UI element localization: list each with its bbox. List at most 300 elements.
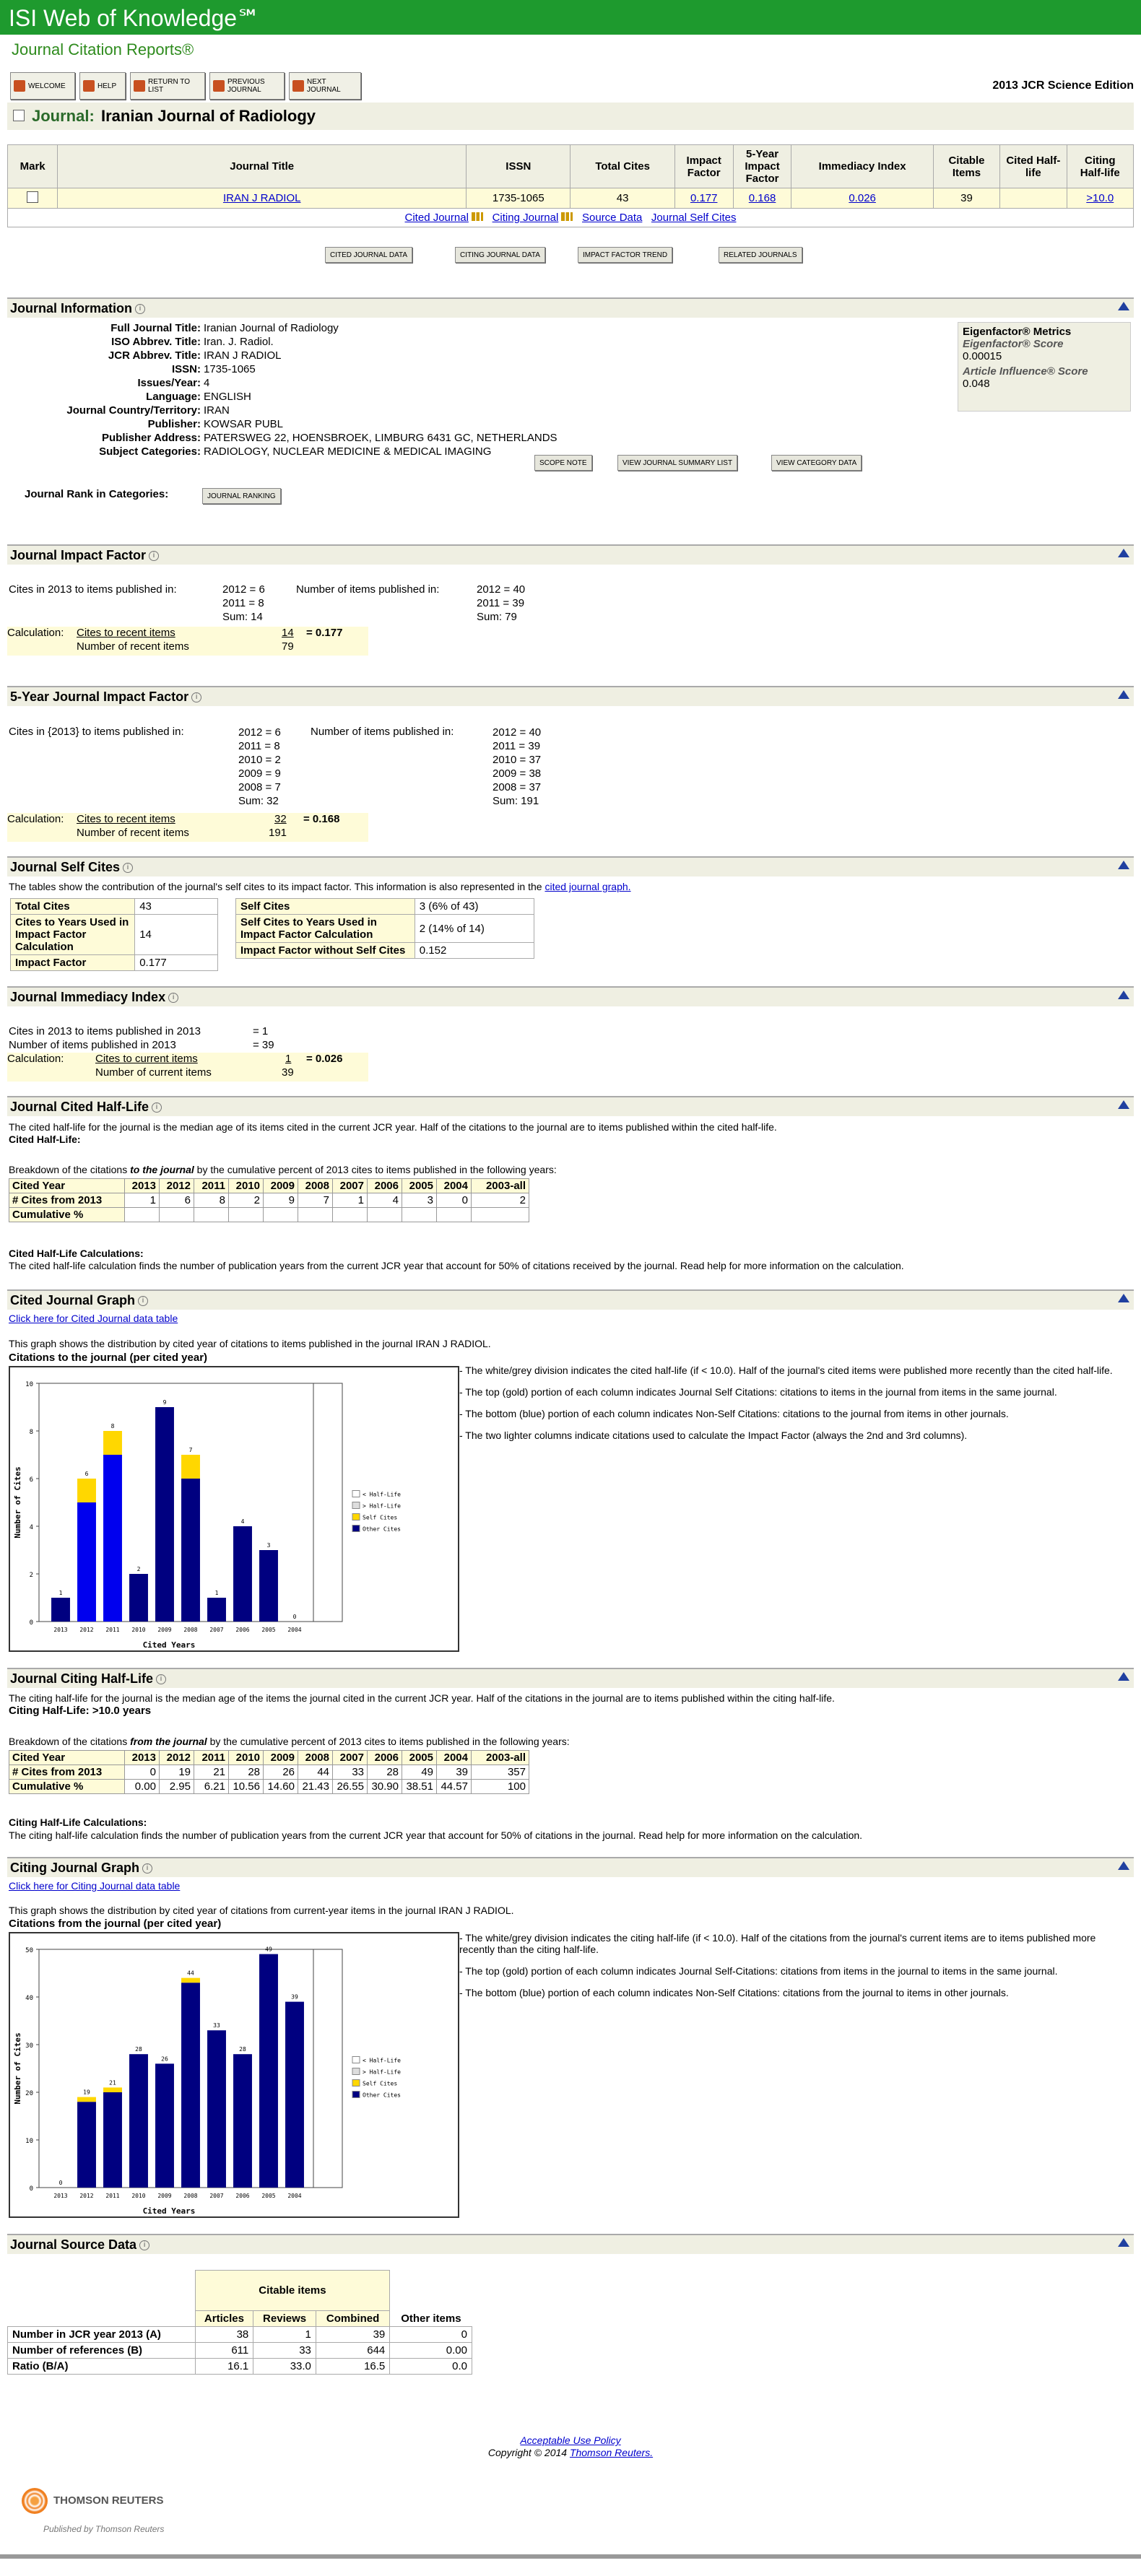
table-row — [9, 1208, 529, 1222]
journal-bar-name: Iranian Journal of Radiology — [101, 107, 316, 125]
row-value: 43 — [135, 899, 218, 915]
info-value: 4 — [204, 377, 210, 389]
table-cell: 28 — [229, 1765, 264, 1780]
x-tick-label: 2004 — [287, 1627, 302, 1633]
ai-label: Article Influence® Score — [963, 365, 1088, 378]
graph-note: - The white/grey division indicates the cited half-life (if < 10.0). Half of the journal's cited items were published more recently than the cited half-life. — [459, 1365, 1113, 1376]
table-cell: 7 — [298, 1193, 333, 1208]
bar-other-cites — [155, 2063, 174, 2188]
footer-copyright: Copyright © 2014 Thomson Reuters. — [487, 2447, 654, 2458]
info-icon[interactable]: i — [168, 993, 178, 1003]
legend-swatch — [352, 2057, 360, 2063]
impact-factor-link[interactable]: 0.177 — [690, 192, 718, 204]
journal-icon — [13, 110, 25, 121]
table-cell: 2010 — [229, 1751, 264, 1765]
table-cell — [437, 1208, 472, 1222]
table-cell: 2011 — [194, 1751, 229, 1765]
info-value: IRAN J RADIOL — [204, 349, 282, 362]
arrow-up-icon[interactable] — [1118, 549, 1129, 557]
bar-self-cites — [77, 1479, 96, 1502]
self-cites-table-1 — [10, 898, 218, 971]
total-cites-cell: 43 — [570, 188, 674, 209]
arrow-up-icon[interactable] — [1118, 302, 1129, 310]
y-tick-label: 0 — [29, 1619, 33, 1627]
table-row — [236, 915, 534, 943]
mark-checkbox[interactable] — [27, 191, 38, 203]
table-cell: 2008 — [298, 1751, 333, 1765]
legend-label: Self Cites — [363, 1514, 398, 1521]
citing-hl-breakdown: Breakdown of the citations from the journal by the cumulative percent of 2013 cites to items published in the following years: — [9, 1736, 570, 1747]
blank-cell — [8, 2311, 196, 2327]
x-tick-label: 2006 — [235, 2193, 250, 2199]
cited-graph-link[interactable]: cited journal graph. — [545, 881, 631, 892]
previous-journal-button[interactable]: PREVIOUS JOURNAL — [209, 72, 285, 100]
arrow-up-icon[interactable] — [1118, 1294, 1129, 1302]
ai-score: 0.048 — [963, 378, 990, 390]
table-row — [11, 915, 218, 955]
citing-chart — [9, 1932, 459, 2218]
source-data-link[interactable]: Source Data — [582, 212, 643, 224]
if-c2011: 2011 = 8 — [222, 597, 264, 609]
column-header: Combined — [316, 2311, 389, 2327]
if-c2012: 2012 = 6 — [222, 583, 265, 596]
table-cell: Number in JCR year 2013 (A) — [8, 2327, 196, 2343]
y-tick-label: 10 — [25, 2138, 33, 2145]
bar-other-cites — [155, 1407, 174, 1622]
table-cell — [402, 1208, 437, 1222]
bar-data-label: 49 — [265, 1946, 272, 1953]
imm-cites-current: Cites to current items — [95, 1053, 198, 1065]
citing-data-table-link[interactable]: Click here for Citing Journal data table — [9, 1880, 181, 1892]
col-citable: Citable Items — [933, 145, 999, 188]
citing-hl-calc-title: Citing Half-Life Calculations: — [9, 1816, 147, 1828]
footer-policy — [0, 2434, 1141, 2446]
legend-swatch — [352, 2080, 360, 2087]
table-cell: 2013 — [125, 1179, 160, 1193]
blank-cell — [390, 2271, 472, 2311]
col-citing-hl: Citing Half-life — [1067, 145, 1133, 188]
if-items-label: Number of items published in: — [296, 583, 440, 596]
x-tick-label: 2013 — [53, 2193, 68, 2199]
info-value: 1735-1065 — [204, 363, 256, 375]
info-icon[interactable]: i — [142, 1863, 152, 1874]
info-label: Issues/Year: — [137, 377, 201, 389]
if-cites-recent: Cites to recent items — [77, 627, 175, 639]
row-value: 0.177 — [135, 955, 218, 971]
table-cell: 2011 — [194, 1179, 229, 1193]
bar-data-label: 6 — [84, 1471, 89, 1477]
table-cell: 2.95 — [160, 1780, 194, 1794]
arrow-up-icon[interactable] — [1118, 1861, 1129, 1870]
info-icon[interactable]: i — [139, 2240, 149, 2250]
legend-label: < Half-Life — [363, 2057, 401, 2064]
list-item: Sum: 32 — [238, 795, 279, 807]
table-row — [9, 1751, 529, 1765]
view-journal-summary-button[interactable]: VIEW JOURNAL SUMMARY LIST — [617, 455, 737, 471]
cited-chart-title: Citations to the journal (per cited year) — [9, 1352, 208, 1364]
graph-note: - The top (gold) portion of each column indicates Journal Self-Citations: citations from items in the journal to items in the same journal. — [459, 1965, 1058, 1977]
table-cell: 0 — [390, 2327, 472, 2343]
edition-label: 2013 JCR Science Edition — [992, 79, 1134, 92]
journal-title-link[interactable]: IRAN J RADIOL — [222, 192, 301, 204]
chart-icon — [561, 212, 573, 221]
table-row — [9, 1765, 529, 1780]
bar-data-label: 33 — [213, 2022, 220, 2029]
journal-info-header: Journal Information i — [7, 297, 1134, 318]
x-tick-label: 2007 — [209, 1627, 224, 1633]
info-label: JCR Abbrev. Title: — [108, 349, 201, 362]
table-row — [9, 1780, 529, 1794]
view-category-data-button[interactable]: VIEW CATEGORY DATA — [771, 455, 862, 471]
table-cell: 16.1 — [195, 2359, 253, 2375]
table-cell: 2012 — [160, 1179, 194, 1193]
if-csum: Sum: 14 — [222, 611, 263, 623]
row-label: Cites to Years Used in Impact Factor Calculation — [11, 915, 135, 955]
table-cell: 0 — [437, 1193, 472, 1208]
y-tick-label: 2 — [29, 1572, 33, 1579]
y-tick-label: 8 — [29, 1429, 33, 1436]
cited-hl-label: Cited Half-Life: — [9, 1133, 81, 1145]
column-header: Articles — [195, 2311, 253, 2327]
table-cell: 44.57 — [437, 1780, 472, 1794]
bar-self-cites — [77, 2097, 96, 2102]
imm-calc-label: Calculation: — [7, 1053, 64, 1065]
col-issn: ISSN — [467, 145, 570, 188]
table-cell: 44 — [298, 1765, 333, 1780]
bar-other-cites — [207, 2030, 226, 2188]
legend-swatch — [352, 1526, 360, 1532]
thomson-reuters-logo-text: THOMSON REUTERS — [53, 2494, 164, 2507]
x-tick-label: 2008 — [183, 1627, 198, 1633]
legend-swatch — [352, 2068, 360, 2075]
x-tick-label: 2010 — [131, 2193, 146, 2199]
table-cell: 2007 — [333, 1751, 368, 1765]
x-tick-label: 2005 — [261, 1627, 276, 1633]
imm-result: = 0.026 — [306, 1053, 343, 1065]
immediacy-header: Journal Immediacy Index i — [7, 986, 1134, 1006]
info-icon[interactable]: i — [191, 692, 201, 702]
table-row — [8, 2359, 472, 2375]
if-num-recent: Number of recent items — [77, 640, 189, 653]
graph-note: - The bottom (blue) portion of each column indicates Non-Self Citations: citations from the journal to items in other journals. — [459, 1987, 1009, 1998]
arrow-up-icon[interactable] — [1118, 1100, 1129, 1109]
table-cell: # Cites from 2013 — [9, 1193, 125, 1208]
table-row — [8, 2343, 472, 2359]
citing-chart-svg — [10, 1933, 458, 2216]
list-item: 2009 = 9 — [238, 767, 281, 780]
cited-hl-desc: The cited half-life for the journal is the median age of its items cited in the current JCR year. Half of the citations to the journal are to items published within the cited half-life. — [9, 1121, 777, 1133]
row-label: Self Cites — [236, 899, 415, 915]
bar-other-cites — [51, 1598, 70, 1622]
y-tick-label: 6 — [29, 1476, 33, 1484]
citing-journal-link[interactable]: Citing Journal — [492, 212, 559, 224]
table-cell: Cumulative % — [9, 1780, 125, 1794]
cited-hl-calc-title: Cited Half-Life Calculations: — [9, 1248, 144, 1259]
imm-l2: Number of items published in 2013 — [9, 1039, 176, 1051]
row-label: Impact Factor — [11, 955, 135, 971]
journal-ranking-button[interactable]: JOURNAL RANKING — [202, 488, 281, 504]
citing-hl-label: Citing Half-Life: >10.0 years — [9, 1705, 152, 1717]
bar-other-cites — [77, 2102, 96, 2188]
cited-hl-cell — [1000, 188, 1067, 209]
col-total-cites: Total Cites — [570, 145, 674, 188]
bar-other-cites — [285, 2002, 304, 2188]
bar-data-label: 39 — [291, 1993, 298, 2001]
legend-label: Other Cites — [363, 2092, 401, 2099]
table-cell — [160, 1208, 194, 1222]
app-title: ISI Web of Knowledge℠ — [9, 5, 261, 31]
table-cell: 3 — [402, 1193, 437, 1208]
list-item: 2012 = 6 — [238, 726, 281, 739]
table-cell: 2013 — [125, 1751, 160, 1765]
x-tick-label: 2004 — [287, 2193, 302, 2199]
bar-other-cites — [103, 1455, 122, 1622]
info-value: KOWSAR PUBL — [204, 418, 284, 430]
citing-hl-link[interactable]: >10.0 — [1086, 192, 1114, 204]
cited-data-table-link[interactable]: Click here for Cited Journal data table — [9, 1313, 178, 1324]
table-cell: 2004 — [437, 1751, 472, 1765]
cited-hl-breakdown: Breakdown of the citations to the journal by the cumulative percent of 2013 cites to items published in the following years: — [9, 1164, 557, 1175]
citing-chart-title: Citations from the journal (per cited year) — [9, 1918, 222, 1930]
table-cell — [298, 1208, 333, 1222]
next-journal-button[interactable]: NEXT JOURNAL — [289, 72, 361, 100]
bar-data-label: 1 — [58, 1590, 63, 1596]
acceptable-use-link[interactable]: Acceptable Use Policy — [520, 2434, 621, 2446]
col-title: Journal Title — [58, 145, 467, 188]
table-cell: 33.0 — [253, 2359, 316, 2375]
5yr-cites-recent: Cites to recent items — [77, 813, 175, 825]
source-data-header: Journal Source Data i — [7, 2234, 1134, 2254]
table-row — [11, 899, 218, 915]
bar-self-cites — [103, 1431, 122, 1455]
table-cell: 26.55 — [333, 1780, 368, 1794]
table-cell: 0 — [125, 1765, 160, 1780]
table-cell: 0.00 — [125, 1780, 160, 1794]
return-to-list-button[interactable]: RETURN TO LIST — [130, 72, 205, 100]
table-cell: Cumulative % — [9, 1208, 125, 1222]
immediacy-link[interactable]: 0.026 — [849, 192, 876, 204]
impact-factor-trend-button[interactable]: IMPACT FACTOR TREND — [578, 247, 672, 263]
journal-bar — [7, 103, 1134, 130]
table-cell — [368, 1208, 402, 1222]
bar-data-label: 26 — [161, 2055, 168, 2063]
imm-num1: 1 — [285, 1053, 292, 1065]
bar-data-label: 0 — [292, 1614, 297, 1620]
list-item: 2008 = 37 — [493, 781, 542, 793]
citing-graph-desc: This graph shows the distribution by cited year of citations from current-year items in the journal IRAN J RADIOL. — [9, 1905, 514, 1916]
table-cell: 2003-all — [472, 1751, 529, 1765]
info-value: IRAN — [204, 404, 230, 417]
citable-items-header: Citable items — [195, 2271, 390, 2311]
table-cell — [264, 1208, 298, 1222]
citing-graph-header: Citing Journal Graph i — [7, 1857, 1134, 1877]
table-cell: 2005 — [402, 1751, 437, 1765]
table-header-row — [8, 2311, 472, 2327]
if-num1: 14 — [282, 627, 294, 639]
5yr-calc-label: Calculation: — [7, 813, 64, 825]
bar-data-label: 3 — [266, 1542, 271, 1549]
imm-calc-box — [7, 1053, 368, 1082]
help-icon — [83, 80, 95, 92]
y-tick-label: 20 — [25, 2090, 33, 2097]
citing-hl-table — [9, 1750, 529, 1794]
if-result: = 0.177 — [306, 627, 343, 639]
table-row — [9, 1193, 529, 1208]
y-axis-label: Number of Cites — [13, 1466, 22, 1539]
table-cell: 30.90 — [368, 1780, 402, 1794]
citing-journal-data-button[interactable]: CITING JOURNAL DATA — [455, 247, 545, 263]
chart-icon — [472, 212, 483, 221]
row-label: Total Cites — [11, 899, 135, 915]
welcome-button[interactable]: WELCOME — [10, 72, 75, 100]
y-tick-label: 30 — [25, 2042, 33, 2050]
bar-data-label: 7 — [188, 1447, 193, 1453]
if-n2012: 2012 = 40 — [477, 583, 526, 596]
table-row — [8, 2327, 472, 2343]
table-cell: 1 — [253, 2327, 316, 2343]
imm-num-current: Number of current items — [95, 1066, 212, 1079]
scope-note-button[interactable]: SCOPE NOTE — [534, 455, 592, 471]
imm-num2: 39 — [282, 1066, 294, 1079]
table-cell: Number of references (B) — [8, 2343, 196, 2359]
list-item: Sum: 191 — [493, 795, 539, 807]
table-cell: 21 — [194, 1765, 229, 1780]
table-row — [236, 943, 534, 959]
x-tick-label: 2011 — [105, 1627, 120, 1633]
bar-data-label: 4 — [240, 1518, 245, 1525]
info-icon[interactable]: i — [149, 551, 159, 561]
cited-hl-table — [9, 1178, 529, 1222]
info-icon[interactable]: i — [152, 1102, 162, 1113]
table-cell: 38.51 — [402, 1780, 437, 1794]
if-calc-label: Calculation: — [7, 627, 64, 639]
row-label: Impact Factor without Self Cites — [236, 943, 415, 959]
table-cell: 26 — [264, 1765, 298, 1780]
cited-graph-header: Cited Journal Graph i — [7, 1289, 1134, 1310]
x-tick-label: 2005 — [261, 2193, 276, 2199]
table-cell — [194, 1208, 229, 1222]
table-cell: 2007 — [333, 1179, 368, 1193]
table-cell: 1 — [333, 1193, 368, 1208]
table-cell: 2 — [472, 1193, 529, 1208]
eigen-score-label: Eigenfactor® Score — [963, 338, 1064, 350]
info-label: Publisher Address: — [102, 432, 201, 444]
table-cell: 100 — [472, 1780, 529, 1794]
eigen-title: Eigenfactor® Metrics — [963, 326, 1072, 338]
arrow-left-icon — [213, 80, 225, 92]
bar-other-cites — [129, 2054, 148, 2188]
cited-chart — [9, 1366, 459, 1652]
eigen-score: 0.00015 — [963, 350, 1002, 362]
info-label: Subject Categories: — [99, 445, 201, 458]
arrow-up-icon[interactable] — [1118, 2238, 1129, 2247]
cited-chart-svg — [10, 1367, 458, 1650]
bar-data-label: 8 — [110, 1423, 115, 1430]
cited-journal-link[interactable]: Cited Journal — [404, 212, 469, 224]
legend-swatch — [352, 1514, 360, 1520]
x-tick-label: 2011 — [105, 2193, 120, 2199]
table-cell: 1 — [125, 1193, 160, 1208]
if-calc-box — [7, 627, 368, 656]
column-header: Reviews — [253, 2311, 316, 2327]
imm-l1: Cites in 2013 to items published in 2013 — [9, 1025, 201, 1037]
x-tick-label: 2009 — [157, 1627, 172, 1633]
row-value: 14 — [135, 915, 218, 955]
info-icon[interactable]: i — [135, 304, 145, 314]
bar-data-label: 2 — [136, 1566, 141, 1572]
cited-journal-data-button[interactable]: CITED JOURNAL DATA — [325, 247, 412, 263]
info-icon[interactable]: i — [138, 1296, 148, 1306]
bar-self-cites — [181, 1455, 200, 1479]
bar-self-cites — [181, 1978, 200, 1983]
arrow-up-icon[interactable] — [1118, 991, 1129, 999]
graph-note: - The two lighter columns indicate citations used to calculate the Impact Factor (always the 2nd and 3rd columns). — [459, 1430, 968, 1441]
graph-note: - The white/grey division indicates the citing half-life (if < 10.0). Half of the citations from the journal's current items are to items published more recently than the citing half-life. — [459, 1932, 1096, 1955]
arrow-up-icon[interactable] — [1118, 861, 1129, 869]
help-button[interactable]: HELP — [79, 72, 126, 100]
list-item: 2011 = 39 — [493, 740, 541, 752]
citable-items-cell: 39 — [933, 188, 999, 209]
thomson-reuters-link[interactable]: Thomson Reuters. — [569, 2447, 654, 2458]
arrow-up-icon[interactable] — [1118, 690, 1129, 699]
y-tick-label: 4 — [29, 1524, 33, 1531]
rank-label: Journal Rank in Categories: — [25, 488, 169, 500]
table-cell: 28 — [368, 1765, 402, 1780]
top-banner — [0, 0, 1141, 35]
col-cited-hl: Cited Half-life — [1000, 145, 1067, 188]
graph-note: - The bottom (blue) portion of each column indicates Non-Self Citations: citations to the journal from items in other journals. — [459, 1408, 1009, 1419]
row-value: 2 (14% of 14) — [415, 915, 534, 943]
if-n2011: 2011 = 39 — [477, 597, 525, 609]
bar-data-label: 28 — [135, 2046, 142, 2053]
arrow-up-icon[interactable] — [1118, 1672, 1129, 1681]
related-journals-button[interactable]: RELATED JOURNALS — [719, 247, 802, 263]
table-header-row — [8, 2271, 472, 2311]
bar-other-cites — [103, 2092, 122, 2188]
info-icon[interactable]: i — [123, 863, 133, 873]
table-cell — [125, 1208, 160, 1222]
bar-data-label: 19 — [83, 2089, 90, 2096]
issn-cell: 1735-1065 — [467, 188, 570, 209]
table-cell: 644 — [316, 2343, 389, 2359]
bar-other-cites — [233, 2054, 252, 2188]
row-value: 0.152 — [415, 943, 534, 959]
table-cell: 357 — [472, 1765, 529, 1780]
bar-other-cites — [181, 1983, 200, 2188]
published-by: Published by Thomson Reuters — [43, 2524, 165, 2534]
cited-hl-header: Journal Cited Half-Life i — [7, 1096, 1134, 1116]
journal-summary-table — [7, 144, 1134, 227]
table-cell: # Cites from 2013 — [9, 1765, 125, 1780]
5yr-if-link[interactable]: 0.168 — [748, 192, 776, 204]
self-cites-header: Journal Self Cites i — [7, 856, 1134, 876]
info-label: Full Journal Title: — [110, 322, 201, 334]
self-cites-link[interactable]: Journal Self Cites — [651, 212, 737, 224]
list-item: 2011 = 8 — [238, 740, 280, 752]
bar-other-cites — [129, 1574, 148, 1622]
citing-hl-header: Journal Citing Half-Life i — [7, 1668, 1134, 1688]
table-cell — [229, 1208, 264, 1222]
footer-rule — [0, 2554, 1141, 2559]
if-num2: 79 — [282, 640, 294, 653]
table-cell: 39 — [316, 2327, 389, 2343]
y-axis-label: Number of Cites — [13, 2032, 22, 2105]
table-cell: 33 — [333, 1765, 368, 1780]
citing-hl-desc: The citing half-life for the journal is the median age of the items the journal cited in the current JCR year. Half of the citations in the journal are to items published within the citing half-life. — [9, 1692, 835, 1704]
table-row — [11, 955, 218, 971]
list-item: 2010 = 2 — [238, 754, 281, 766]
info-icon[interactable]: i — [156, 1674, 166, 1684]
